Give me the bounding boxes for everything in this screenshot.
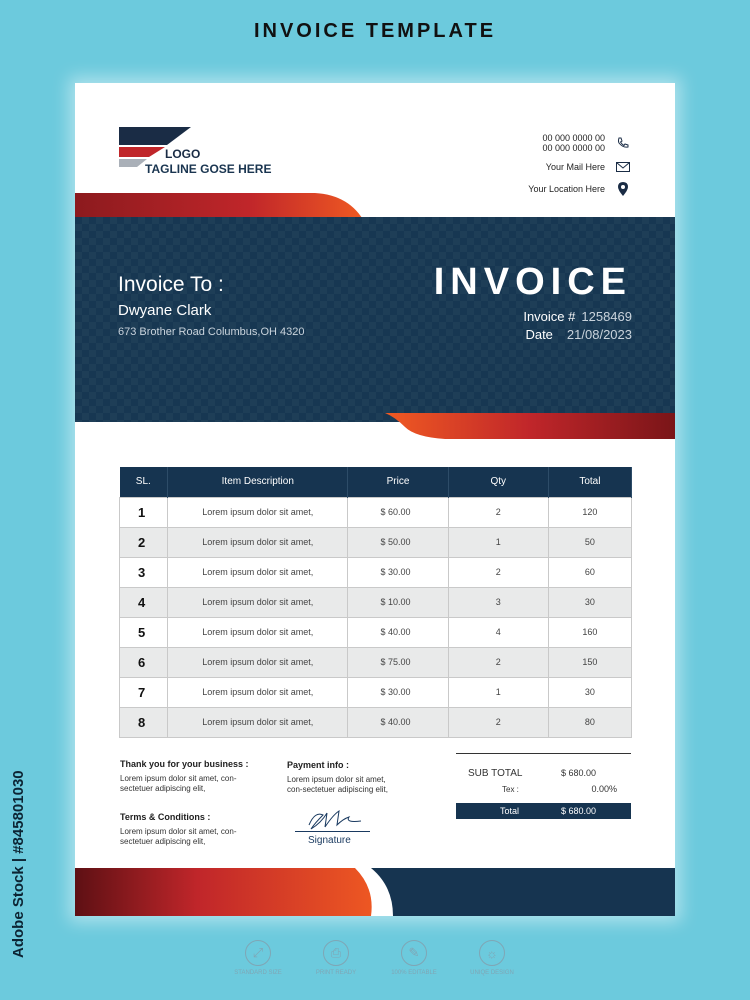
email-text: Your Mail Here xyxy=(545,162,605,172)
column-header: Qty xyxy=(448,467,548,497)
feature-label: PRINT READY xyxy=(315,970,357,976)
row-price: $ 50.00 xyxy=(348,527,448,557)
feature-icons xyxy=(225,940,525,976)
invoice-number-row xyxy=(523,309,632,324)
row-serial: 1 xyxy=(120,497,168,527)
column-header: Item Description xyxy=(168,467,348,497)
invoice-title: INVOICE xyxy=(433,261,632,303)
column-header: Total xyxy=(548,467,631,497)
row-total: 150 xyxy=(548,647,631,677)
row-total: 30 xyxy=(548,677,631,707)
row-total: 30 xyxy=(548,587,631,617)
table-row xyxy=(120,617,632,647)
row-total: 160 xyxy=(548,617,631,647)
feature-print-ready xyxy=(303,940,369,976)
column-header: SL. xyxy=(120,467,168,497)
tax-label: Tex : xyxy=(502,784,519,794)
row-qty: 4 xyxy=(448,617,548,647)
decorative-swoosh xyxy=(385,413,675,447)
row-description: Lorem ipsum dolor sit amet, xyxy=(168,557,348,587)
row-qty: 2 xyxy=(448,557,548,587)
row-qty: 2 xyxy=(448,707,548,737)
invoice-number-label: Invoice # xyxy=(523,309,576,324)
phone-number: 00 000 0000 00 xyxy=(542,133,605,143)
row-qty: 2 xyxy=(448,497,548,527)
row-price: $ 40.00 xyxy=(348,617,448,647)
stock-id-text: Adobe Stock | #845801030 xyxy=(10,770,27,958)
row-description: Lorem ipsum dolor sit amet, xyxy=(168,647,348,677)
invoice-date-row xyxy=(525,327,632,342)
row-serial: 8 xyxy=(120,707,168,737)
row-price: $ 30.00 xyxy=(348,557,448,587)
invoice-number: 1258469 xyxy=(581,309,632,324)
customer-name: Dwyane Clark xyxy=(118,302,212,319)
phone-icon xyxy=(615,135,631,151)
table-row xyxy=(120,587,632,617)
lightbulb-icon: ☼ xyxy=(479,940,505,966)
subtotal-value: $ 680.00 xyxy=(561,768,597,778)
feature-unique-design xyxy=(459,940,525,976)
phone-number: 00 000 0000 00 xyxy=(542,143,605,153)
row-price: $ 30.00 xyxy=(348,677,448,707)
resize-icon: ⤢ xyxy=(245,940,271,966)
location-pin-icon xyxy=(615,181,631,197)
page-title: INVOICE TEMPLATE xyxy=(253,20,497,42)
row-price: $ 75.00 xyxy=(348,647,448,677)
feature-label: 100% EDITABLE xyxy=(391,970,437,976)
printer-icon: ⎙ xyxy=(323,940,349,966)
payment-body: Lorem ipsum dolor sit amet, con-sectetuer adipiscing elit, xyxy=(287,775,388,794)
grand-total-value: $ 680.00 xyxy=(561,806,597,816)
customer-address: 673 Brother Road Columbus,OH 4320 xyxy=(118,326,305,338)
row-serial: 7 xyxy=(120,677,168,707)
terms-body: Lorem ipsum dolor sit amet, con-sectetuer adipiscing elit, xyxy=(120,827,237,846)
feature-standard-size xyxy=(225,940,291,976)
phone-row xyxy=(411,133,631,153)
location-row xyxy=(411,181,631,197)
row-serial: 5 xyxy=(120,617,168,647)
invoice-date-label: Date xyxy=(525,327,553,342)
invoice-to-heading: Invoice To : xyxy=(118,273,224,296)
table-row xyxy=(120,707,632,737)
stock-id-label xyxy=(8,760,28,960)
invoice-date: 21/08/2023 xyxy=(566,327,632,342)
feature-label: STANDARD SIZE xyxy=(234,970,282,976)
totals-block xyxy=(456,753,631,819)
row-description: Lorem ipsum dolor sit amet, xyxy=(168,497,348,527)
row-price: $ 60.00 xyxy=(348,497,448,527)
row-description: Lorem ipsum dolor sit amet, xyxy=(168,707,348,737)
row-description: Lorem ipsum dolor sit amet, xyxy=(168,677,348,707)
tax-value: 0.00% xyxy=(591,784,617,794)
tagline: TAGLINE GOSE HERE xyxy=(145,162,272,176)
signature-line xyxy=(295,831,370,832)
thanks-heading: Thank you for your business : xyxy=(120,759,249,769)
mail-icon xyxy=(615,159,631,175)
terms-heading: Terms & Conditions : xyxy=(120,812,211,822)
signature-label: Signature xyxy=(308,835,351,846)
thanks-body: Lorem ipsum dolor sit amet, con-sectetuer adipiscing elit, xyxy=(120,774,237,793)
edit-icon: ✎ xyxy=(401,940,427,966)
row-total: 50 xyxy=(548,527,631,557)
signature-image xyxy=(305,805,365,833)
feature-editable xyxy=(381,940,447,976)
row-total: 60 xyxy=(548,557,631,587)
row-serial: 2 xyxy=(120,527,168,557)
invoice-banner xyxy=(75,217,675,422)
row-description: Lorem ipsum dolor sit amet, xyxy=(168,587,348,617)
row-total: 120 xyxy=(548,497,631,527)
decorative-swoosh xyxy=(75,868,675,916)
row-qty: 1 xyxy=(448,677,548,707)
invoice-sheet xyxy=(75,83,675,916)
subtotal-row xyxy=(456,765,631,781)
table-row xyxy=(120,647,632,677)
feature-label: UNIQE DESIGN xyxy=(470,970,514,976)
grand-total-label: Total xyxy=(500,806,520,816)
table-header-row xyxy=(120,467,632,497)
row-serial: 6 xyxy=(120,647,168,677)
row-qty: 2 xyxy=(448,647,548,677)
row-price: $ 40.00 xyxy=(348,707,448,737)
subtotal-label: SUB TOTAL xyxy=(468,767,523,779)
logo-text: LOGO xyxy=(165,147,201,161)
row-description: Lorem ipsum dolor sit amet, xyxy=(168,527,348,557)
row-qty: 3 xyxy=(448,587,548,617)
table-row xyxy=(120,497,632,527)
tax-row xyxy=(456,781,631,797)
row-description: Lorem ipsum dolor sit amet, xyxy=(168,617,348,647)
payment-heading: Payment info : xyxy=(287,760,350,770)
row-serial: 4 xyxy=(120,587,168,617)
contact-block xyxy=(411,133,631,203)
row-serial: 3 xyxy=(120,557,168,587)
table-row xyxy=(120,677,632,707)
table-row xyxy=(120,557,632,587)
row-total: 80 xyxy=(548,707,631,737)
row-qty: 1 xyxy=(448,527,548,557)
column-header: Price xyxy=(348,467,448,497)
items-table xyxy=(119,467,632,738)
table-row xyxy=(120,527,632,557)
location-text: Your Location Here xyxy=(528,184,605,194)
grand-total-row xyxy=(456,803,631,819)
row-price: $ 10.00 xyxy=(348,587,448,617)
email-row xyxy=(411,159,631,175)
